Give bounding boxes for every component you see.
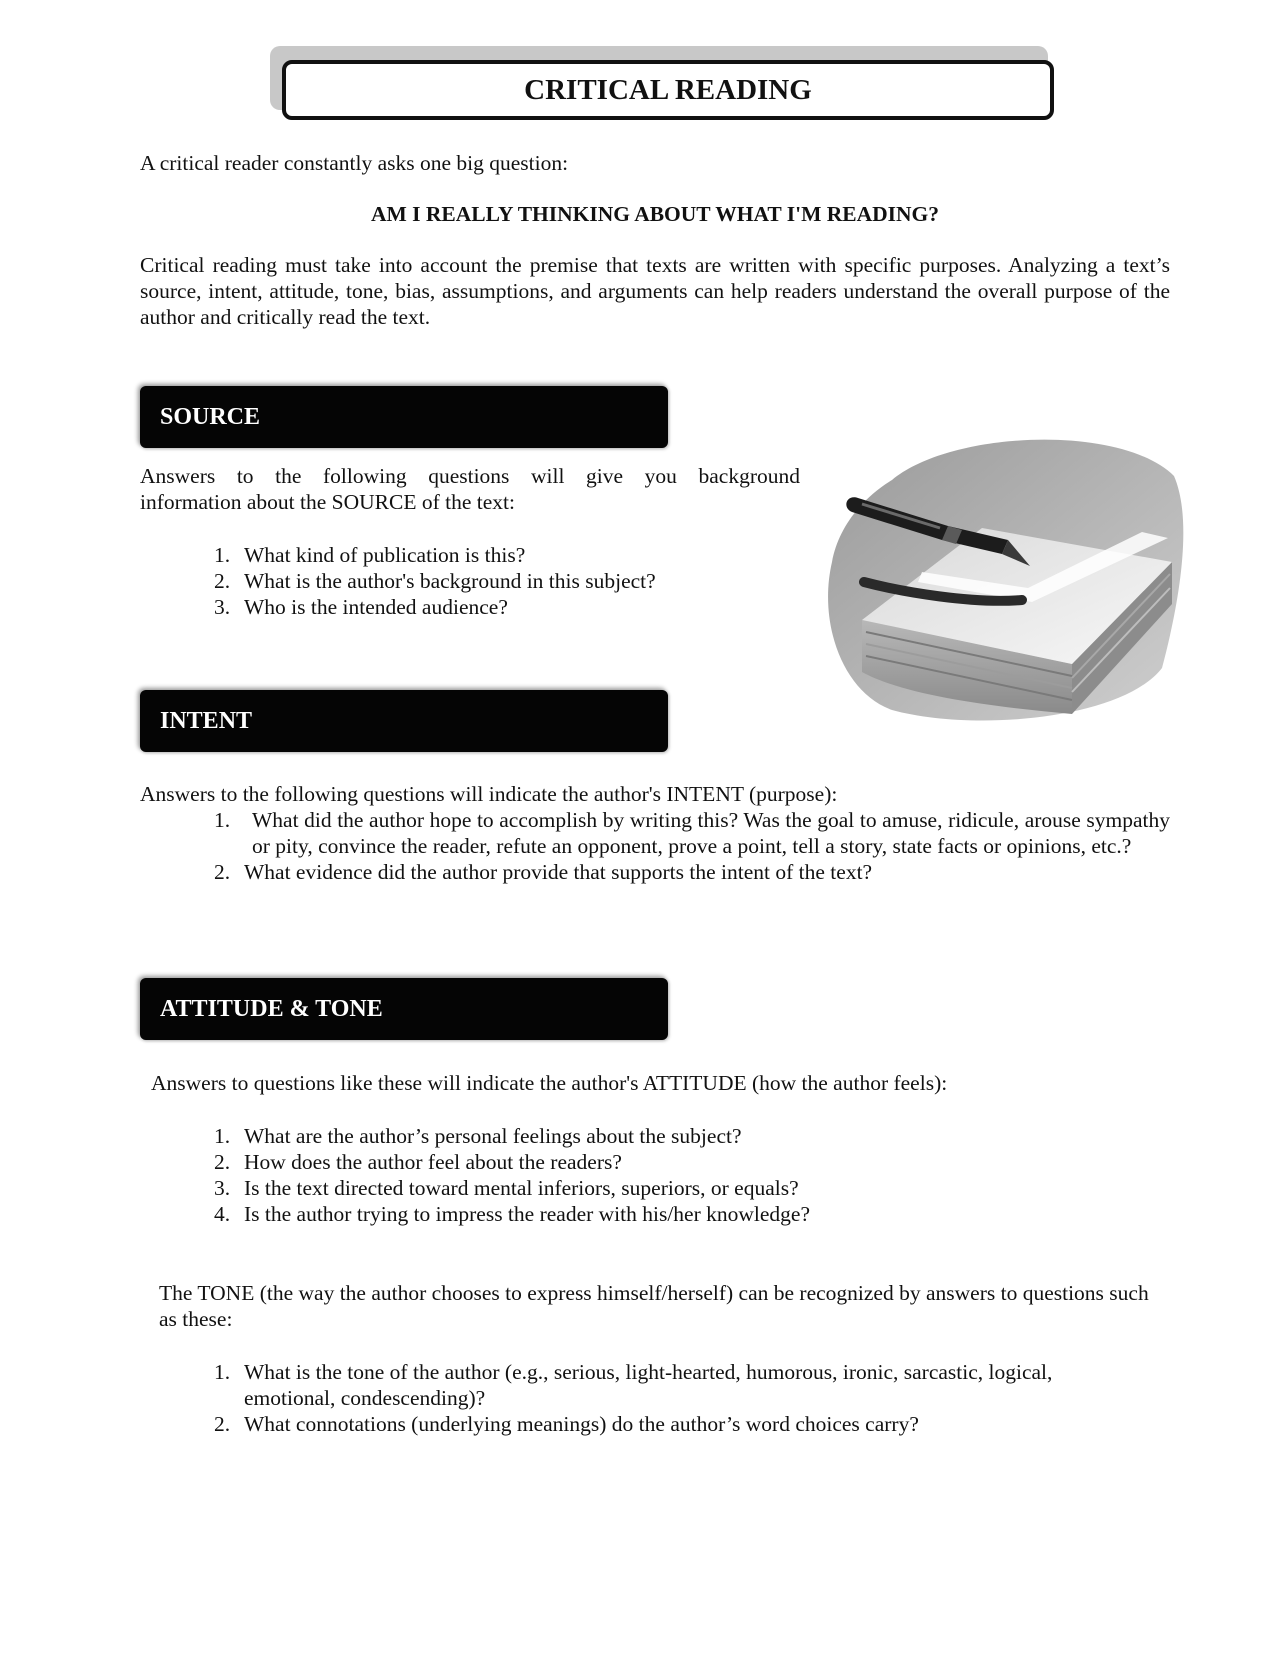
list-number: 2. bbox=[214, 569, 231, 593]
intent-question-list bbox=[214, 807, 1170, 885]
list-item-text: What did the author hope to accomplish by writing this? Was the goal to amuse, ridicule, arouse sympathy or pity, convince the reader, refute an opponent, prove a point, tell a story, state facts or opinions, etc.? bbox=[252, 808, 1170, 858]
list-item-text: Is the author trying to impress the reader with his/her knowledge? bbox=[244, 1202, 811, 1226]
list-number: 3. bbox=[214, 1176, 231, 1200]
list-item bbox=[214, 807, 1170, 859]
list-item-text: Who is the intended audience? bbox=[244, 595, 508, 619]
list-number: 1. bbox=[214, 808, 231, 832]
list-item bbox=[214, 594, 774, 620]
list-number: 2. bbox=[214, 1412, 231, 1436]
list-item bbox=[214, 1149, 1114, 1175]
list-item-text: What connotations (underlying meanings) do the author’s word choices carry? bbox=[244, 1412, 919, 1436]
list-item-text: Is the text directed toward mental inferiors, superiors, or equals? bbox=[244, 1176, 799, 1200]
section-heading-source: SOURCE bbox=[140, 386, 668, 448]
source-question-list bbox=[214, 542, 774, 620]
page-title: CRITICAL READING bbox=[282, 60, 1054, 120]
list-item-text: What evidence did the author provide that supports the intent of the text? bbox=[244, 860, 873, 884]
list-number: 1. bbox=[214, 1360, 231, 1384]
list-item-text: What are the author’s personal feelings about the subject? bbox=[244, 1124, 742, 1148]
tone-lead: The TONE (the way the author chooses to express himself/herself) can be recognized by answers to questions such as these: bbox=[159, 1281, 1149, 1331]
list-item bbox=[214, 1411, 1144, 1437]
section-heading-intent: INTENT bbox=[140, 690, 668, 752]
list-item bbox=[214, 859, 1170, 885]
list-number: 4. bbox=[214, 1202, 231, 1226]
tone-question-list bbox=[214, 1359, 1144, 1437]
pen-and-book-clipart bbox=[822, 432, 1188, 728]
list-item-text: What is the author's background in this subject? bbox=[244, 569, 656, 593]
list-number: 2. bbox=[214, 860, 231, 884]
intent-lead: Answers to the following questions will indicate the author's INTENT (purpose): bbox=[140, 782, 838, 806]
list-item-text: How does the author feel about the readers? bbox=[244, 1150, 622, 1174]
big-question: AM I REALLY THINKING ABOUT WHAT I'M READING? bbox=[370, 202, 940, 226]
list-item bbox=[214, 568, 774, 594]
list-number: 3. bbox=[214, 595, 231, 619]
intro-lead: A critical reader constantly asks one big question: bbox=[140, 151, 569, 175]
section-heading-attitude-tone: ATTITUDE & TONE bbox=[140, 978, 668, 1040]
list-number: 1. bbox=[214, 1124, 231, 1148]
attitude-lead: Answers to questions like these will indicate the author's ATTITUDE (how the author feels): bbox=[151, 1071, 948, 1095]
intro-paragraph: Critical reading must take into account the premise that texts are written with specific purposes. Analyzing a text’s source, intent, attitude, tone, bias, assumptions, and arguments can help readers understand the overall purpose of the author and critically read the text. bbox=[140, 253, 1170, 329]
list-number: 2. bbox=[214, 1150, 231, 1174]
source-lead-line1: Answers to the following questions will give you background bbox=[140, 464, 800, 488]
list-number: 1. bbox=[214, 543, 231, 567]
source-lead-line2: information about the SOURCE of the text: bbox=[140, 490, 516, 514]
list-item bbox=[214, 1359, 1144, 1411]
list-item bbox=[214, 1123, 1114, 1149]
list-item bbox=[214, 1175, 1114, 1201]
attitude-question-list bbox=[214, 1123, 1114, 1227]
list-item-text: What is the tone of the author (e.g., serious, light-hearted, humorous, ironic, sarcastic, logical, emotional, condescending)? bbox=[244, 1360, 1053, 1410]
list-item bbox=[214, 542, 774, 568]
list-item bbox=[214, 1201, 1114, 1227]
list-item-text: What kind of publication is this? bbox=[244, 543, 526, 567]
